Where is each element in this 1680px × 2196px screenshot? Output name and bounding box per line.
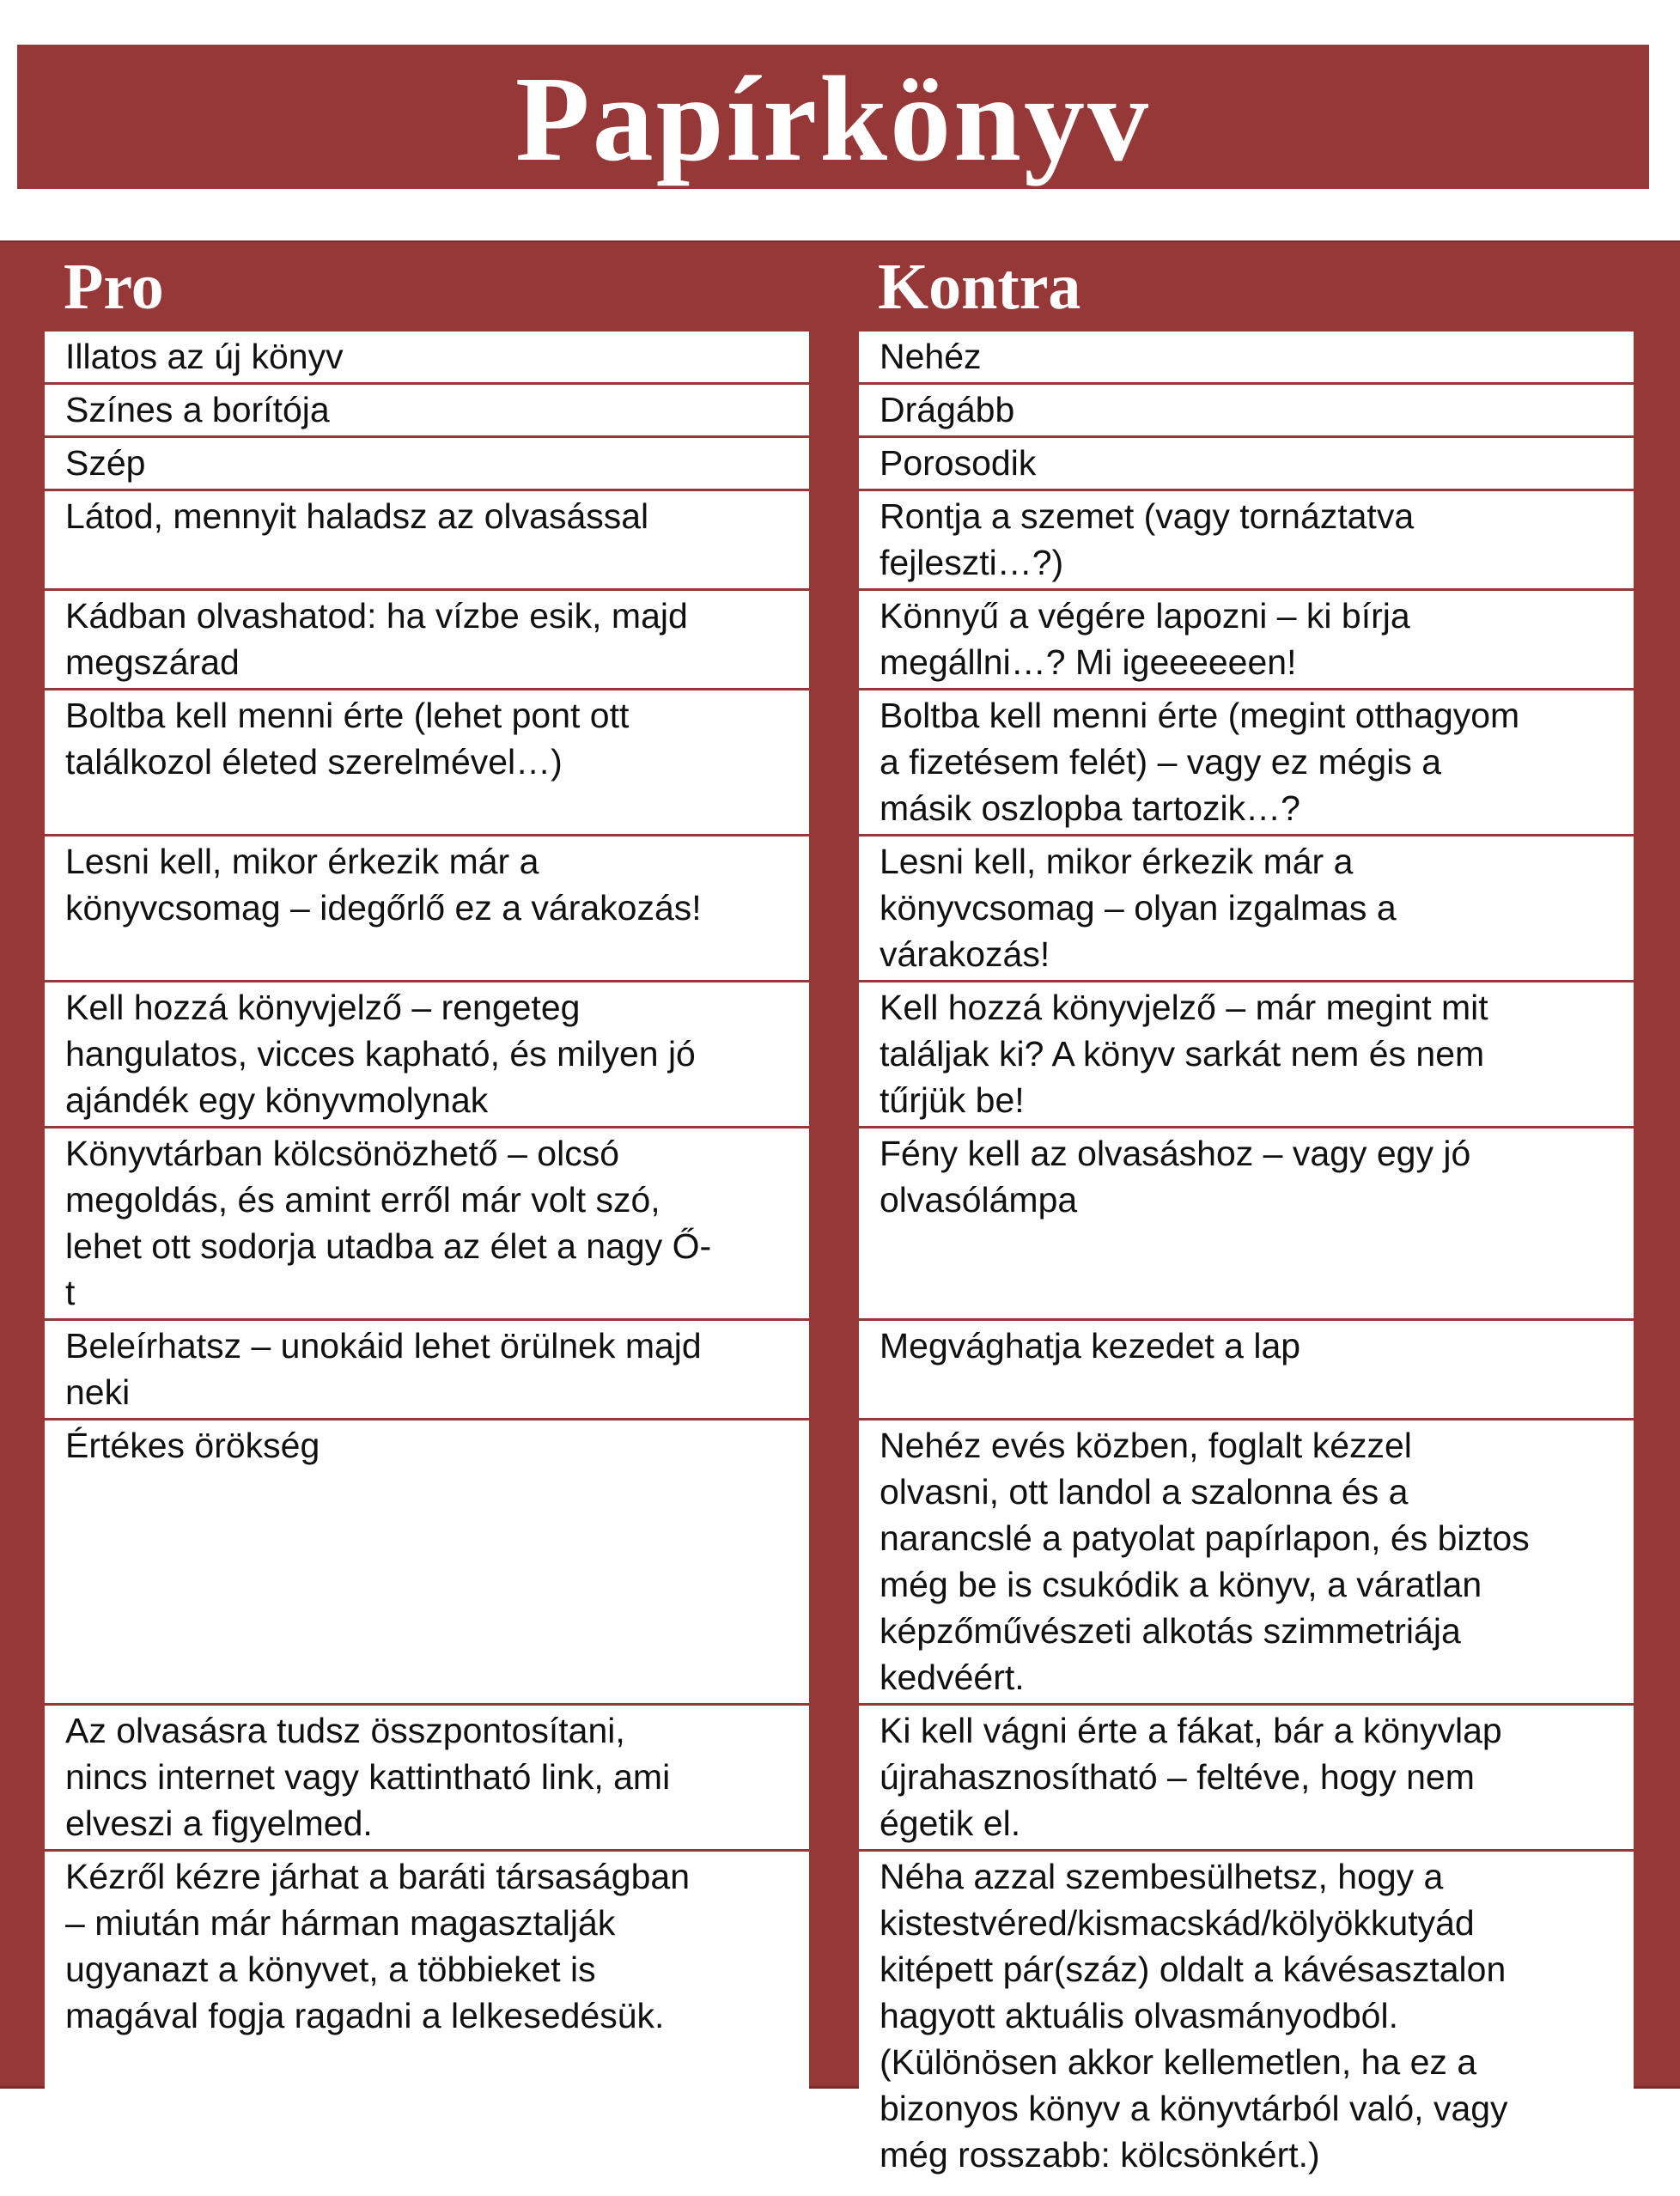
kontra-cell: Nehéz evés közben, foglalt kézzel olvasni, ott landol a szalonna és a narancslé a patyolat papírlapon, és biztos még be is csukódik a könyv, a váratlan képzőművészeti alkotás szimmetriája kedvéért. — [859, 1420, 1634, 1703]
pro-cell: Kell hozzá könyvjelző – rengeteg hangulatos, vicces kapható, és milyen jó ajándék egy könyvmolynak — [45, 982, 809, 1126]
kontra-cell: Lesni kell, mikor érkezik már a könyvcsomag – olyan izgalmas a várakozás! — [859, 836, 1634, 980]
kontra-cell: Porosodik — [859, 438, 1634, 489]
pro-cell: Beleírhatsz – unokáid lehet örülnek majd neki — [45, 1321, 809, 1418]
pro-cell: Látod, mennyit haladsz az olvasással — [45, 491, 809, 588]
pro-column — [45, 332, 809, 2081]
kontra-cell: Kell hozzá könyvjelző – már megint mit találjak ki? A könyv sarkát nem és nem tűrjük be! — [859, 982, 1634, 1126]
kontra-cell: Megvághatja kezedet a lap — [859, 1321, 1634, 1418]
pro-cell: Kádban olvashatod: ha vízbe esik, majd megszárad — [45, 591, 809, 688]
pro-cell: Szép — [45, 438, 809, 489]
pro-contra-table — [0, 240, 1680, 2175]
page-title: Papírkönyv — [514, 51, 1152, 186]
pro-column-header: Pro — [64, 251, 164, 323]
kontra-cell: Nehéz — [859, 332, 1634, 382]
kontra-cell: Néha azzal szembesülhetsz, hogy a kistestvéred/kismacskád/kölyökkutyád kitépett pár(száz) oldalt a kávésasztalon hagyott aktuális olvasmányodból. (Különösen akkor kellemetlen, ha ez a bizonyos könyv a könyvtárból való, vagy még rosszabb: kölcsönkért.) — [859, 1852, 1634, 2181]
pro-cell: Értékes örökség — [45, 1420, 809, 1703]
kontra-column — [859, 332, 1634, 2175]
pro-cell: Lesni kell, mikor érkezik már a könyvcsomag – idegőrlő ez a várakozás! — [45, 836, 809, 980]
kontra-column-header: Kontra — [878, 251, 1081, 323]
kontra-cell: Rontja a szemet (vagy tornáztatva fejleszti…?) — [859, 491, 1634, 588]
pro-cell: Könyvtárban kölcsönözhető – olcsó megoldás, és amint erről már volt szó, lehet ott sodorja utadba az élet a nagy Ő- t — [45, 1128, 809, 1318]
pro-cell: Az olvasásra tudsz összpontosítani, nincs internet vagy kattintható link, ami elveszi a figyelmed. — [45, 1706, 809, 1849]
pro-cell: Kézről kézre járhat a baráti társaságban – miután már hárman magasztalják ugyanazt a könyvet, a többieket is magával fogja ragadni a lelkesedésük. — [45, 1852, 809, 2181]
kontra-cell: Könnyű a végére lapozni – ki bírja megállni…? Mi igeeeeeen! — [859, 591, 1634, 688]
title-banner — [17, 45, 1649, 189]
kontra-cell: Fény kell az olvasáshoz – vagy egy jó olvasólámpa — [859, 1128, 1634, 1318]
kontra-cell: Drágább — [859, 385, 1634, 435]
pro-cell: Illatos az új könyv — [45, 332, 809, 382]
kontra-cell: Ki kell vágni érte a fákat, bár a könyvlap újrahasznosítható – feltéve, hogy nem égetik el. — [859, 1706, 1634, 1849]
pro-cell: Boltba kell menni érte (lehet pont ott találkozol életed szerelmével…) — [45, 690, 809, 834]
pro-cell: Színes a borítója — [45, 385, 809, 435]
kontra-cell: Boltba kell menni érte (megint otthagyom a fizetésem felét) – vagy ez mégis a másik oszlopba tartozik…? — [859, 690, 1634, 834]
